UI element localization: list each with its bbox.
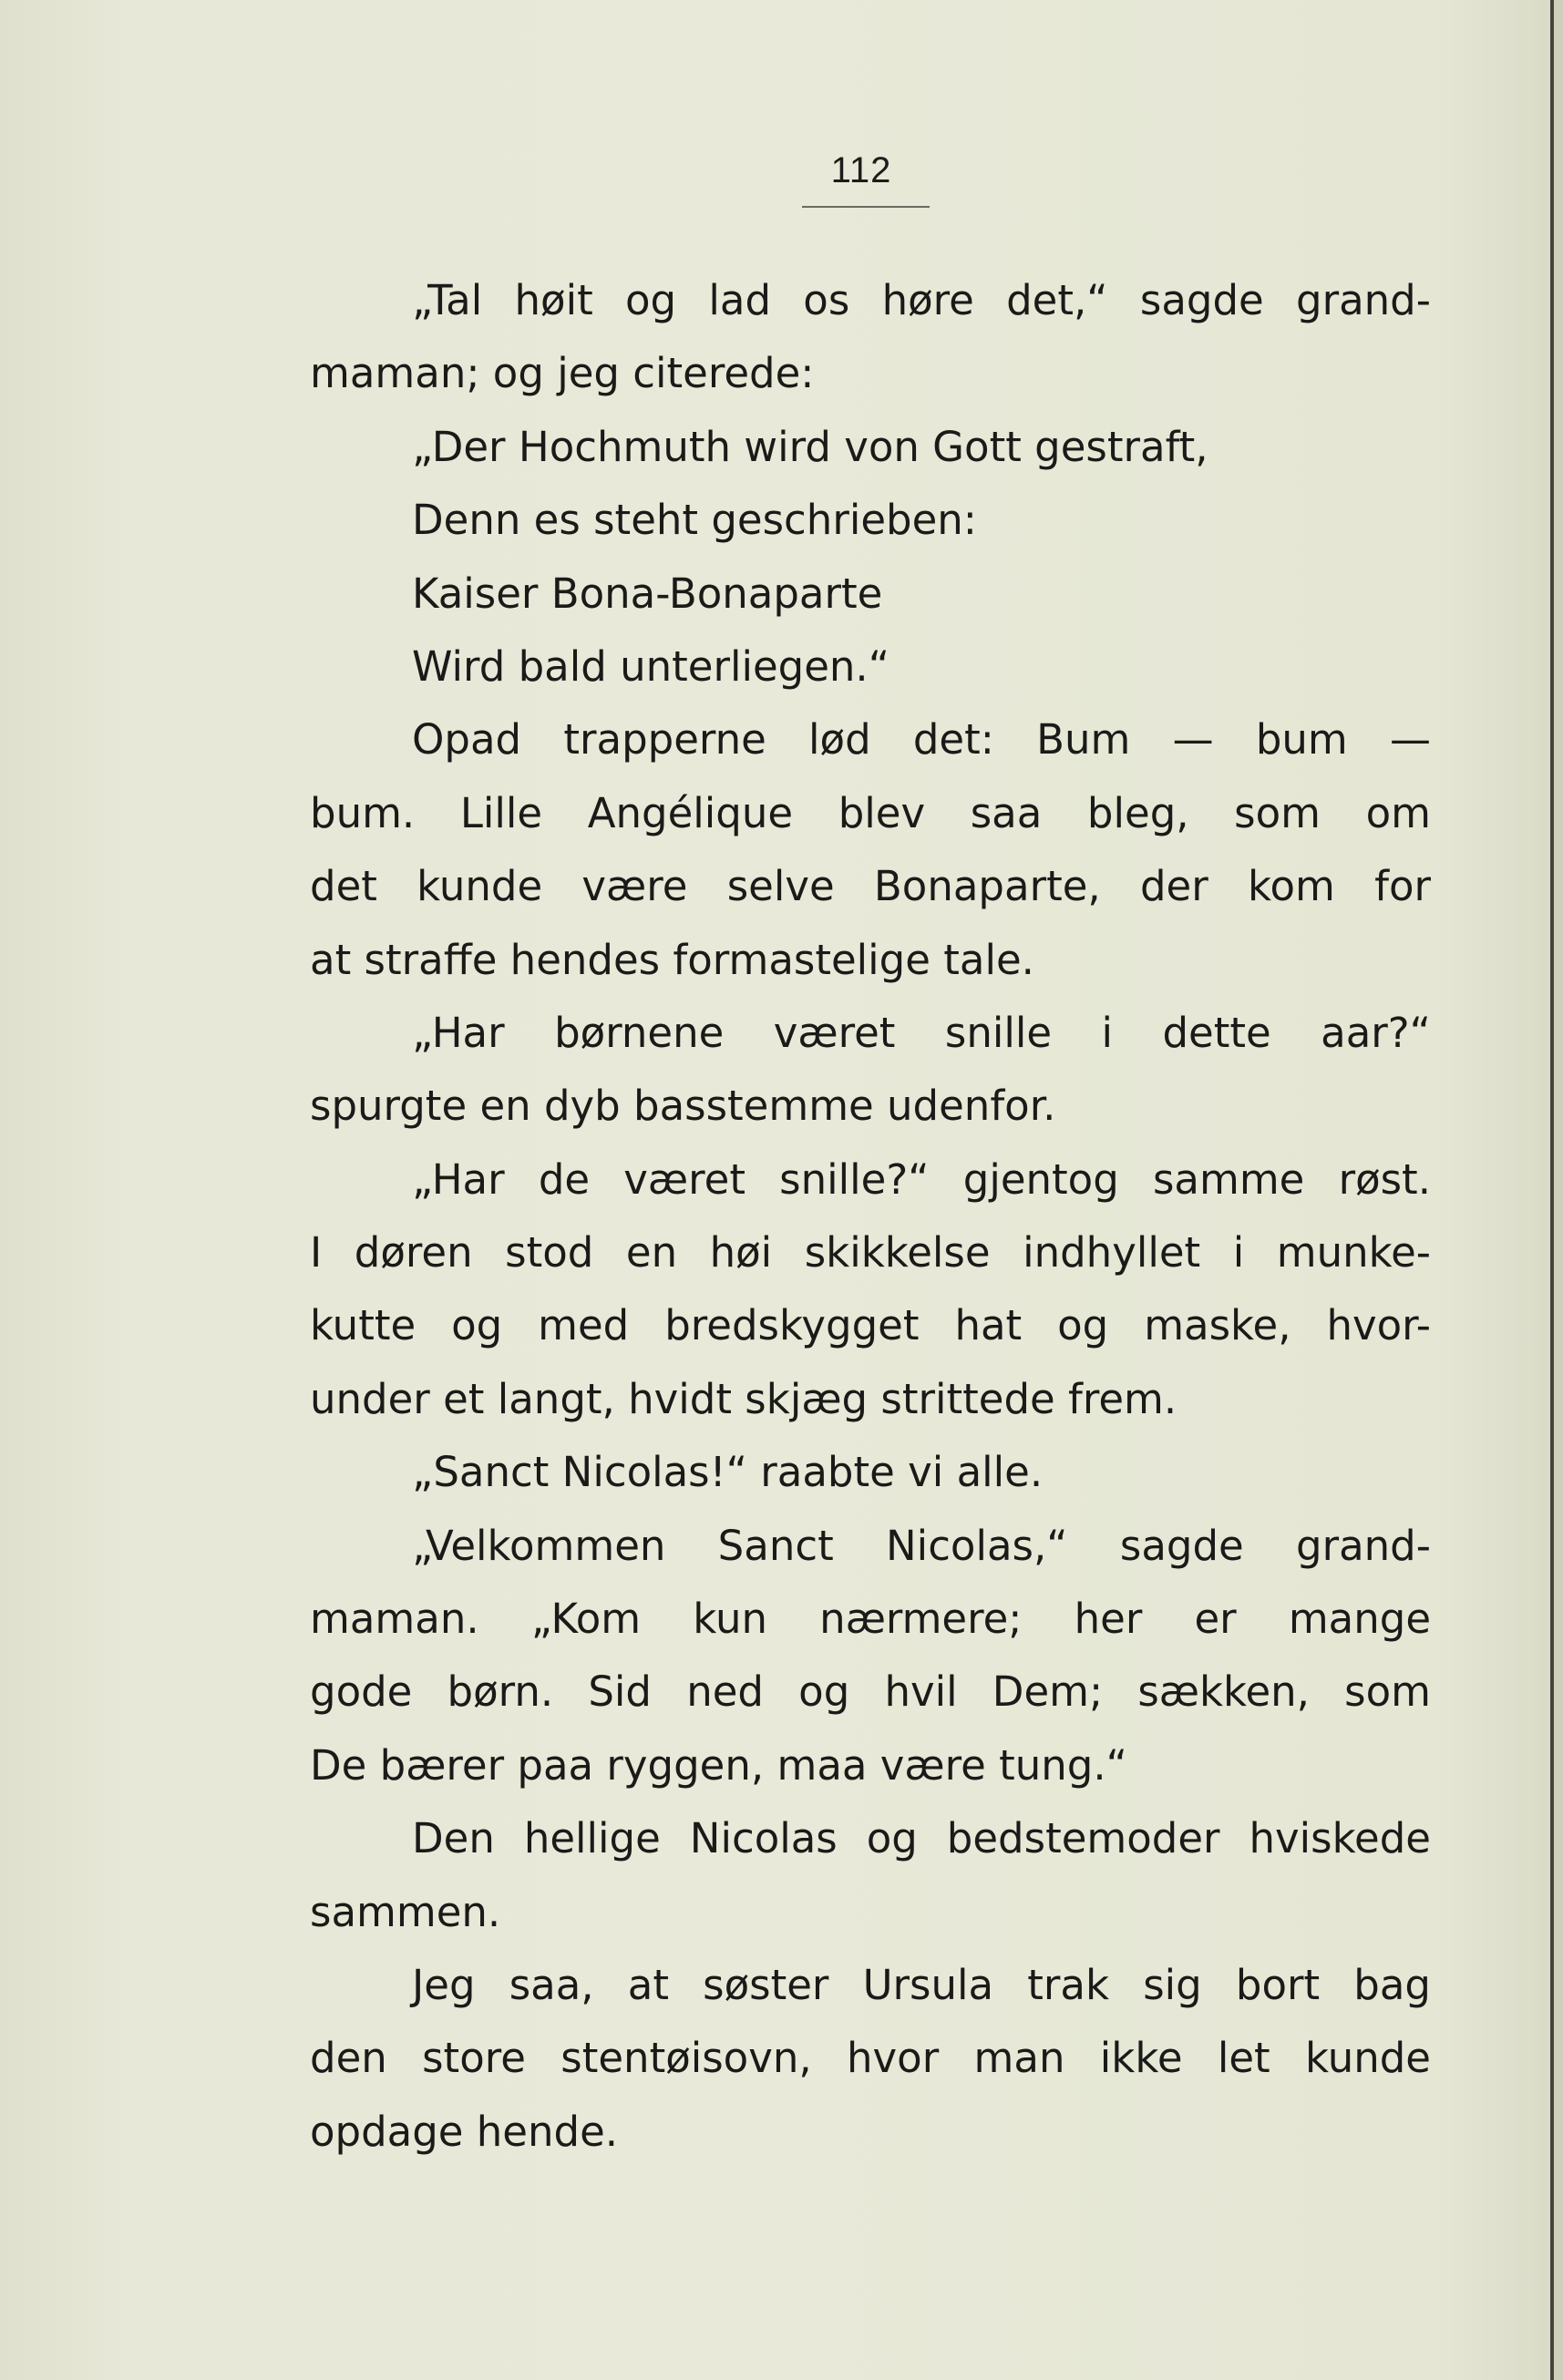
text-line: Jeg saa, at søster Ursula trak sig bort bag — [412, 1960, 1431, 2009]
text-line: under et langt, hvidt skjæg strittede frem. — [310, 1374, 1177, 1423]
text-line: „Tal høit og lad os høre det,“ sagde grand- — [412, 276, 1431, 324]
text-line: „Sanct Nicolas!“ raabte vi alle. — [412, 1448, 1044, 1497]
verse-line: Wird bald unterliegen.“ — [412, 641, 890, 691]
text-line: I døren stod en høi skikkelse indhyllet i munke- — [310, 1228, 1431, 1277]
text-line: maman. „Kom kun nærmere; her er mange — [310, 1595, 1431, 1644]
text-line: Opad trapperne lød det: Bum — bum — — [412, 715, 1431, 764]
text-line: gode børn. Sid ned og hvil Dem; sækken, som — [310, 1667, 1431, 1717]
text-line: „Har de været snille?“ gjentog samme røst. — [412, 1154, 1431, 1204]
text-line: det kunde være selve Bonaparte, der kom for — [310, 862, 1431, 911]
text-line: bum. Lille Angélique blev saa bleg, som om — [310, 788, 1431, 837]
text-line: at straffe hendes formastelige tale. — [310, 935, 1034, 984]
text-line: maman; og jeg citerede: — [310, 349, 815, 398]
text-line: De bærer paa ryggen, maa være tung.“ — [310, 1740, 1127, 1790]
text-line: den store stentøisovn, hvor man ikke let kunde — [310, 2034, 1431, 2083]
page-number-rule — [802, 206, 930, 208]
text-line: „Har børnene været snille i dette aar?“ — [412, 1008, 1431, 1057]
text-line: Den hellige Nicolas og bedstemoder hviskede — [412, 1814, 1431, 1863]
text-line: „Velkommen Sanct Nicolas,“ sagde grand- — [412, 1521, 1431, 1570]
verse-line: „Der Hochmuth wird von Gott gestraft, — [412, 422, 1208, 471]
text-line: sammen. — [310, 1887, 501, 1936]
text-line: spurgte en dyb basstemme udenfor. — [310, 1082, 1056, 1131]
page-number: 112 — [830, 150, 892, 190]
page-edge — [1554, 0, 1563, 2380]
page-edge-shadow — [1550, 0, 1554, 2380]
text-line: opdage hende. — [310, 2107, 619, 2156]
text-line: kutte og med bredskygget hat og maske, hvor- — [310, 1301, 1431, 1350]
body-text — [310, 264, 1431, 2169]
verse-line: Kaiser Bona-Bonaparte — [412, 569, 883, 618]
verse-line: Denn es steht geschrieben: — [412, 496, 977, 545]
